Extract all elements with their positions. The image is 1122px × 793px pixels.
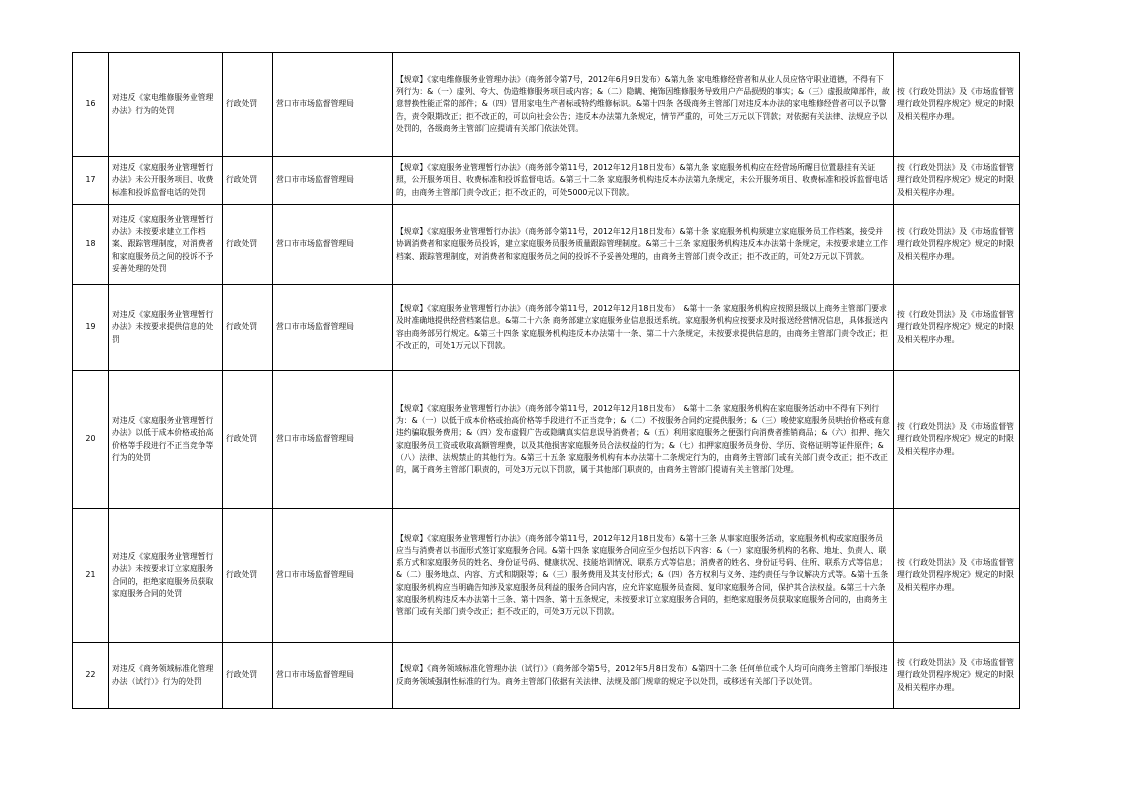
power-type: 行政处罚 bbox=[223, 509, 273, 643]
implementing-department: 营口市市场监督管理局 bbox=[273, 643, 393, 709]
power-type: 行政处罚 bbox=[223, 643, 273, 709]
item-name: 对违反《家电维修服务业管理办法》行为的处罚 bbox=[109, 53, 223, 157]
table-row bbox=[73, 371, 1020, 509]
procedure-note: 按《行政处罚法》及《市场监督管理行政处罚程序规定》规定的时限及相关程序办理。 bbox=[894, 205, 1020, 285]
power-type: 行政处罚 bbox=[223, 53, 273, 157]
legal-basis: 【规章】《家庭服务业管理暂行办法》（商务部令第11号，2012年12月18日发布）&第十三条 从事家庭服务活动，家庭服务机构或家庭服务员应当与消费者以书面形式签订家庭服务合同。&第十四条 家庭服务合同应至少包括以下内容：&（一）家庭服务机构的名称、地址、负责人、联系方式和家庭服务员的姓名、身份证号码、健康状况、技能培训情况、联系方式等信息；消费者的姓名、身份证号码、住所、联系方式等信息；&（二）服务地点、内容、方式和期限等；&（三）服务费用及其支付形式；&（四）各方权利与义务、违约责任与争议解决方式等。&第十五条 家庭服务机构应当明确告知涉及家庭服务员利益的服务合同内容，应允许家庭服务员查阅、复印家庭服务合同，保护其合法权益。&第三十六条 家庭服务机构违反本办法第十三条、第十四条、第十五条规定，未按要求订立家庭服务合同的，拒绝家庭服务员获取家庭服务合同的，由商务主管部门或有关部门责令改正；拒不改正的，可处3万元以下罚款。 bbox=[393, 509, 894, 643]
implementing-department: 营口市市场监督管理局 bbox=[273, 53, 393, 157]
row-number: 20 bbox=[73, 371, 109, 509]
table-row bbox=[73, 643, 1020, 709]
row-number: 21 bbox=[73, 509, 109, 643]
implementing-department: 营口市市场监督管理局 bbox=[273, 371, 393, 509]
row-number: 22 bbox=[73, 643, 109, 709]
item-name: 对违反《家庭服务业管理暂行办法》未按要求建立工作档案、跟踪管理制度，对消费者和家庭服务员之间的投诉不予妥善处理的处罚 bbox=[109, 205, 223, 285]
procedure-note: 按《行政处罚法》及《市场监督管理行政处罚程序规定》规定的时限及相关程序办理。 bbox=[894, 509, 1020, 643]
item-name: 对违反《家庭服务业管理暂行办法》未按要求提供信息的处罚 bbox=[109, 285, 223, 371]
procedure-note: 按《行政处罚法》及《市场监督管理行政处罚程序规定》规定的时限及相关程序办理。 bbox=[894, 371, 1020, 509]
legal-basis: 【规章】《家电维修服务业管理办法》（商务部令第7号，2012年6月9日发布）&第九条 家电维修经营者和从业人员应恪守职业道德，不得有下列行为：&（一）虚列、夸大、伪造维修服务项目或内容；&（二）隐瞒、掩饰因维修服务导致用户产品损毁的事实；&（三）虚报故障部件，故意替换性能正常的部件；&（四）冒用家电生产者标或特约维修标识。&第十四条 各级商务主管部门对违反本办法的家电维修经营者可以予以警告，责令限期改正；拒不改正的，可以向社会公告；违反本办法第九条规定，情节严重的，可处三万元以下罚款；对依据有关法律、法规应予以处罚的，各级商务主管部门应提请有关部门依法处罚。 bbox=[393, 53, 894, 157]
implementing-department: 营口市市场监督管理局 bbox=[273, 157, 393, 205]
item-name: 对违反《家庭服务业管理暂行办法》以低于成本价格或抬高价格等手段进行不正当竞争等行为的处罚 bbox=[109, 371, 223, 509]
legal-basis: 【规章】《家庭服务业管理暂行办法》（商务部令第11号，2012年12月18日发布） &第十一条 家庭服务机构应按照县级以上商务主管部门要求及时准确地提供经营档案信息。&第二十六条 商务部建立家庭服务业信息报送系统。家庭服务机构应按要求及时报送经营情况信息，具体报送内容由商务部另行规定。&第三十四条 家庭服务机构违反本办法第十一条、第二十六条规定，未按要求提供信息的，由商务主管部门责令改正；拒不改正的，可处1万元以下罚款。 bbox=[393, 285, 894, 371]
implementing-department: 营口市市场监督管理局 bbox=[273, 205, 393, 285]
legal-basis: 【规章】《家庭服务业管理暂行办法》（商务部令第11号，2012年12月18日发布） &第十二条 家庭服务机构在家庭服务活动中不得有下列行为：&（一）以低于成本价格或抬高价格等手段进行不正当竞争；&（二）不按服务合同约定提供服务；&（三）唆使家庭服务员哄抬价格或有意违约骗取服务费用；&（四）发布虚假广告或隐瞒真实信息误导消费者；&（五）利用家庭服务之便强行向消费者推销商品；&（六）扣押、拖欠家庭服务员工资或收取高额管理费，以及其他损害家庭服务员合法权益的行为；&（七）扣押家庭服务员身份、学历、资格证明等证件原件；&（八）法律、法规禁止的其他行为。&第三十五条 家庭服务机构有本办法第十二条规定行为的，由商务主管部门或有关部门责令改正；拒不改正的，属于商务主管部门职责的，可处3万元以下罚款，属于其他部门职责的，由商务主管部门提请有关主管部门处理。 bbox=[393, 371, 894, 509]
procedure-note: 按《行政处罚法》及《市场监督管理行政处罚程序规定》规定的时限及相关程序办理。 bbox=[894, 285, 1020, 371]
implementing-department: 营口市市场监督管理局 bbox=[273, 285, 393, 371]
row-number: 18 bbox=[73, 205, 109, 285]
item-name: 对违反《家庭服务业管理暂行办法》未按要求订立家庭服务合同的，拒绝家庭服务员获取家庭服务合同的处罚 bbox=[109, 509, 223, 643]
table-row bbox=[73, 53, 1020, 157]
legal-basis: 【规章】《家庭服务业管理暂行办法》（商务部令第11号，2012年12月18日发布）&第十条 家庭服务机构须建立家庭服务员工作档案，接受并协调消费者和家庭服务员投诉，建立家庭服务员服务质量跟踪管理制度。&第三十三条 家庭服务机构违反本办法第十条规定，未按要求建立工作档案、跟踪管理制度，对消费者和家庭服务员之间的投诉不予妥善处理的，由商务主管部门责令改正；拒不改正的，可处2万元以下罚款。 bbox=[393, 205, 894, 285]
item-name: 对违反《家庭服务业管理暂行办法》未公开服务项目、收费标准和投诉监督电话的处罚 bbox=[109, 157, 223, 205]
power-type: 行政处罚 bbox=[223, 285, 273, 371]
row-number: 16 bbox=[73, 53, 109, 157]
procedure-note: 按《行政处罚法》及《市场监督管理行政处罚程序规定》规定的时限及相关程序办理。 bbox=[894, 643, 1020, 709]
item-name: 对违反《商务领域标准化管理办法（试行）》行为的处罚 bbox=[109, 643, 223, 709]
legal-basis: 【规章】《商务领域标准化管理办法（试行）》（商务部令第5号，2012年5月8日发布）&第四十二条 任何单位或个人均可向商务主管部门举报违反商务领域强制性标准的行为。商务主管部门依据有关法律、法规及部门规章的规定予以处罚，或移送有关部门予以处罚。 bbox=[393, 643, 894, 709]
table-row bbox=[73, 205, 1020, 285]
power-type: 行政处罚 bbox=[223, 205, 273, 285]
implementing-department: 营口市市场监督管理局 bbox=[273, 509, 393, 643]
table-row bbox=[73, 285, 1020, 371]
procedure-note: 按《行政处罚法》及《市场监督管理行政处罚程序规定》规定的时限及相关程序办理。 bbox=[894, 157, 1020, 205]
procedure-note: 按《行政处罚法》及《市场监督管理行政处罚程序规定》规定的时限及相关程序办理。 bbox=[894, 53, 1020, 157]
row-number: 17 bbox=[73, 157, 109, 205]
power-type: 行政处罚 bbox=[223, 371, 273, 509]
power-type: 行政处罚 bbox=[223, 157, 273, 205]
row-number: 19 bbox=[73, 285, 109, 371]
penalty-table bbox=[72, 52, 1020, 709]
table-row bbox=[73, 509, 1020, 643]
table-row bbox=[73, 157, 1020, 205]
legal-basis: 【规章】《家庭服务业管理暂行办法》（商务部令第11号，2012年12月18日发布）&第九条 家庭服务机构应在经营场所醒目位置悬挂有关证照，公开服务项目、收费标准和投诉监督电话。&第三十二条 家庭服务机构违反本办法第九条规定，未公开服务项目、收费标准和投诉监督电话的，由商务主管部门责令改正；拒不改正的，可处5000元以下罚款。 bbox=[393, 157, 894, 205]
